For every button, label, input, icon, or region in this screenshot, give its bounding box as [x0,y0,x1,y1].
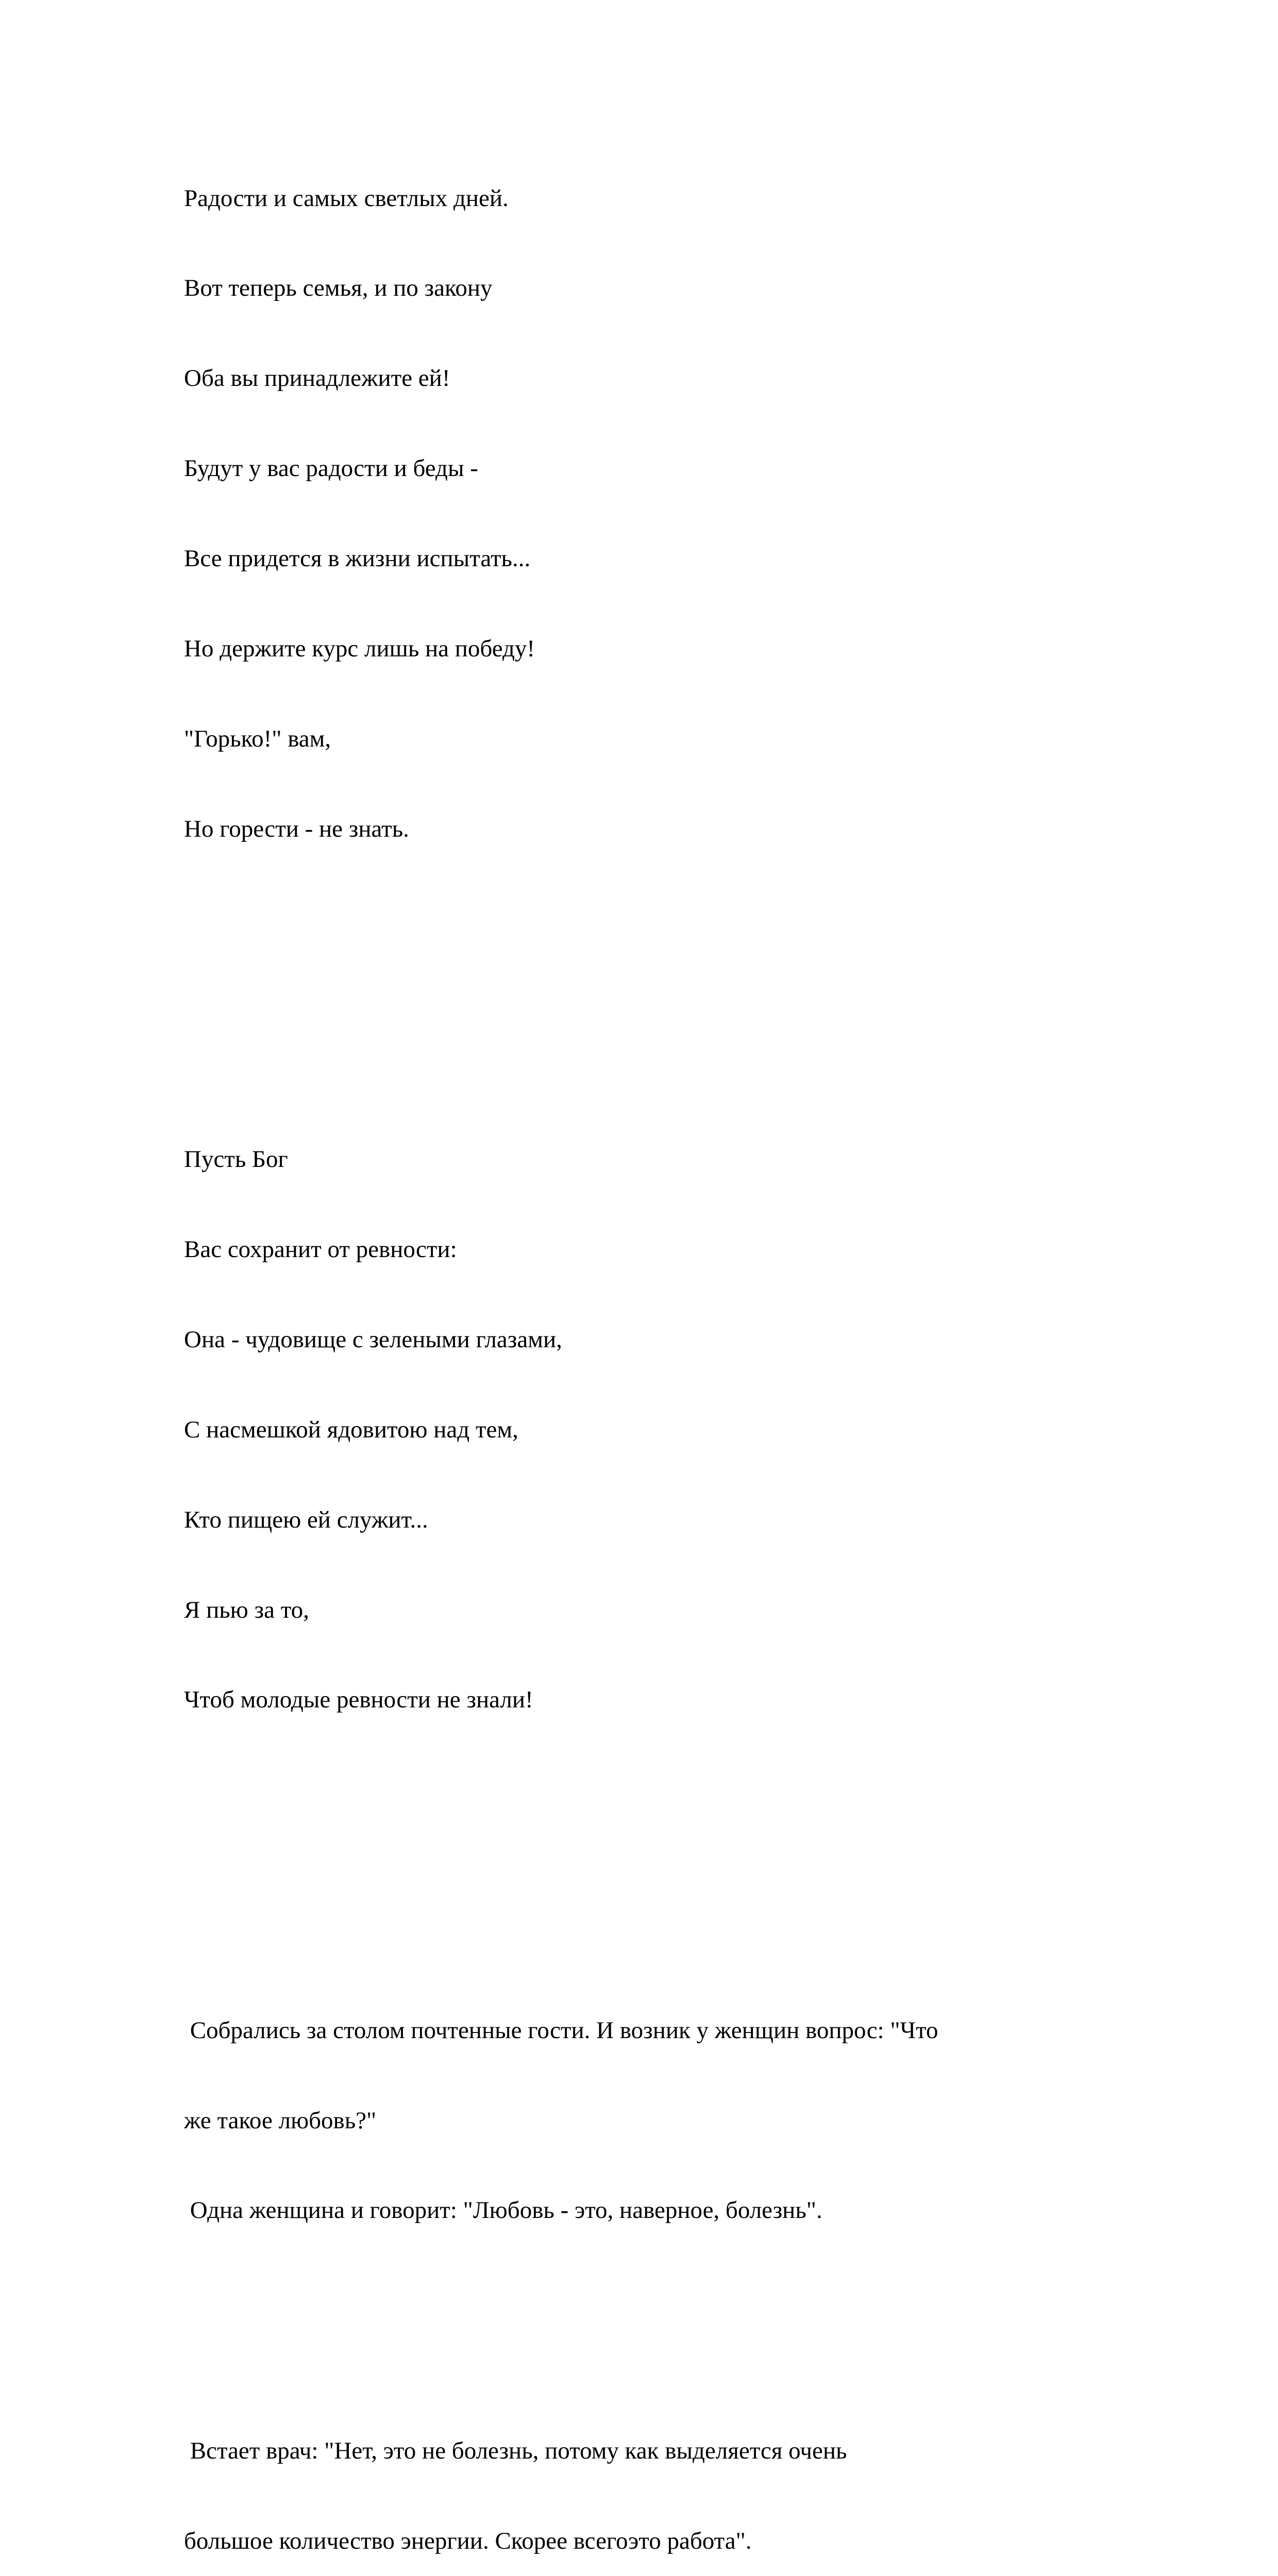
text-line: Оба вы принадлежите ей! [184,365,450,392]
text-line: Радости и самых светлых дней. [184,184,509,212]
document-text [184,123,1163,2576]
text-line: большое количество энергии. Скорее всегоэто работа". [184,2527,752,2554]
blank-line [184,1024,1163,1054]
text-line: Вас сохранит от ревности: [184,1235,457,1263]
text-line: С насмешкой ядовитою над тем, [184,1416,518,1443]
blank-line [184,2316,1163,2346]
blank-line [184,1895,1163,1925]
blank-line [184,934,1163,964]
text-line: Но горести - не знать. [184,815,409,842]
text-line: Я пью за то, [184,1596,309,1623]
text-line: Одна женщина и говорит: "Любовь - это, наверное, болезнь". [184,2197,822,2224]
text-line: Но держите курс лишь на победу! [184,635,535,663]
blank-line [184,1805,1163,1835]
text-line: Пусть Бог [184,1146,288,1173]
text-line: "Горько!" вам, [184,725,331,752]
text-line: Кто пищею ей служит... [184,1506,428,1533]
text-line: Собрались за столом почтенные гости. И возник у женщин вопрос: "Что [184,2016,938,2044]
text-line: Все придется в жизни испытать... [184,545,531,572]
text-line: Она - чудовище с зелеными глазами, [184,1326,562,1353]
text-line: Чтоб молодые ревности не знали! [184,1686,533,1714]
text-line: Будут у вас радости и беды - [184,455,478,482]
text-line: Встает врач: "Нет, это не болезнь, потому как выделяется очень [184,2437,847,2464]
text-line: же такое любовь?" [184,2107,377,2134]
text-line: Вот теперь семья, и по закону [184,275,493,302]
